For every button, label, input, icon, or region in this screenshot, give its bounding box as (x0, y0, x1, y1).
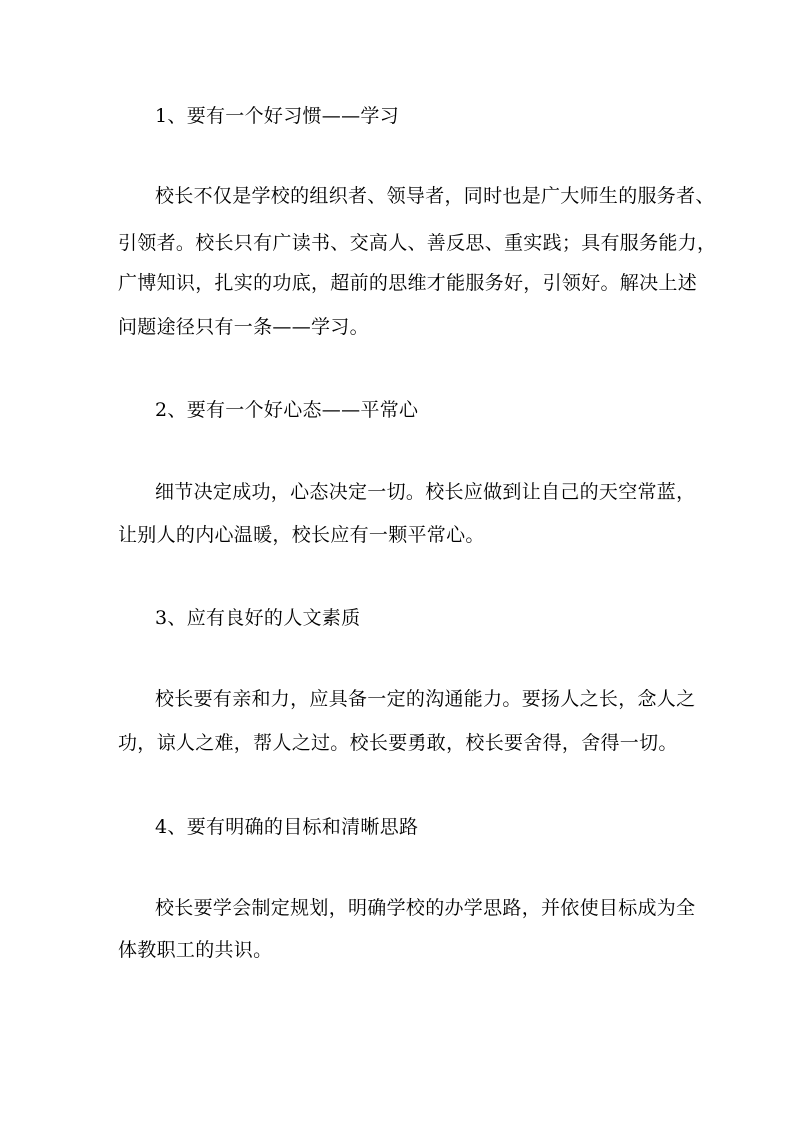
section-3-heading: 3、应有良好的人文素质 (155, 607, 361, 629)
section-1-body-line-4: 问题途径只有一条——学习。 (118, 316, 369, 338)
section-3-body-line-1: 校长要有亲和力，应具备一定的沟通能力。要扬人之长，念人之 (155, 688, 696, 710)
section-4-body-line-1: 校长要学会制定规划，明确学校的办学思路，并依使目标成为全 (155, 897, 696, 919)
section-1-body-line-2: 引领者。校长只有广读书、交高人、善反思、重实践；具有服务能力， (118, 232, 717, 254)
section-1-body-line-3: 广博知识，扎实的功底，超前的思维才能服务好，引领好。解决上述 (118, 272, 698, 294)
section-2-body-line-2: 让别人的内心温暖，校长应有一颗平常心。 (118, 524, 485, 546)
section-2-heading: 2、要有一个好心态——平常心 (155, 399, 419, 421)
section-1-body-line-1: 校长不仅是学校的组织者、领导者，同时也是广大师生的服务者、 (155, 185, 715, 207)
section-3-body-line-2: 功，谅人之难，帮人之过。校长要勇敢，校长要舍得，舍得一切。 (118, 732, 678, 754)
section-4-heading: 4、要有明确的目标和清晰思路 (155, 816, 419, 838)
section-4-body-line-2: 体教职工的共识。 (118, 939, 273, 961)
section-1-heading: 1、要有一个好习惯——学习 (155, 105, 399, 127)
section-2-body-line-1: 细节决定成功，心态决定一切。校长应做到让自己的天空常蓝， (155, 481, 696, 503)
